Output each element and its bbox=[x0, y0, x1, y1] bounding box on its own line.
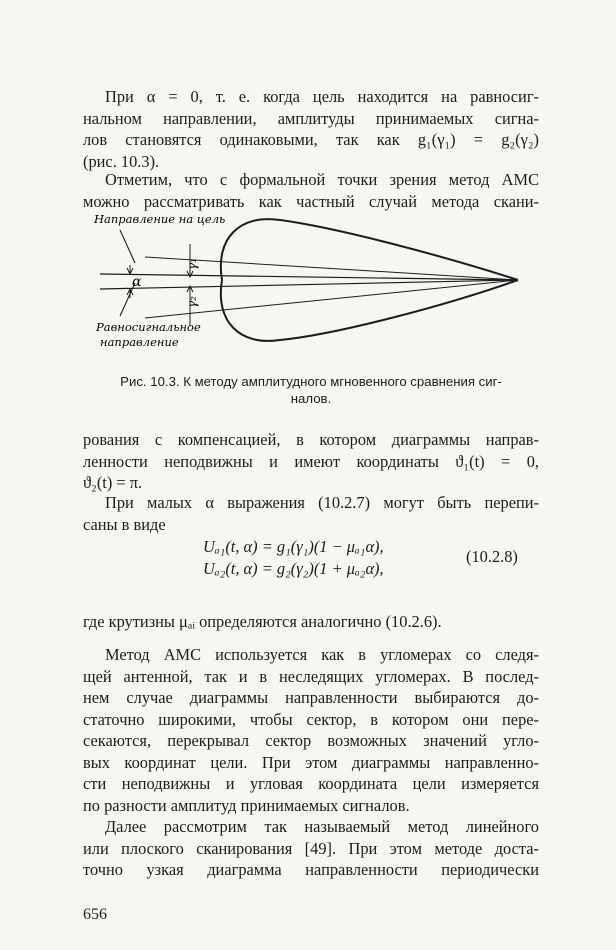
text-line: саны в виде bbox=[83, 514, 166, 534]
target-direction-line bbox=[100, 274, 518, 280]
text-line: Далее рассмотрим так называемый метод линейного bbox=[105, 817, 539, 836]
lobe-1-axis bbox=[145, 257, 518, 280]
alpha-symbol: α bbox=[132, 274, 142, 290]
paragraph-4 bbox=[83, 492, 539, 535]
text-line: лов становятся одинаковыми, так как g₁(γ₁) = g₂(γ₂) bbox=[83, 130, 539, 149]
text-line: рования с компенсацией, в котором диаграммы направ- bbox=[83, 430, 539, 449]
text-line: Отметим, что с формальной точки зрения метод АМС bbox=[105, 170, 539, 189]
equation-number: (10.2.8) bbox=[466, 547, 518, 566]
paragraph-1 bbox=[83, 86, 539, 172]
text-line: где крутизны μₐᵢ определяются аналогично (10.2.6). bbox=[83, 612, 442, 631]
text-line: точно узкая диаграмма направленности периодически bbox=[83, 860, 539, 879]
text-line: При малых α выражения (10.2.7) могут быть перепи- bbox=[105, 493, 539, 512]
text-line: Метод АМС используется как в угломерах со следя- bbox=[105, 645, 539, 664]
paragraph-3 bbox=[83, 429, 539, 494]
text-line: щей антенной, так и в неследящих угломерах. В послед- bbox=[83, 666, 539, 686]
gamma-2-symbol: γ₂ bbox=[185, 296, 199, 308]
caption-line: налов. bbox=[290, 391, 332, 406]
figure-caption bbox=[83, 373, 539, 407]
text-line: ленности неподвижны и имеют координаты ϑ₁(t) = 0, bbox=[83, 451, 539, 471]
equation-10-2-8 bbox=[203, 536, 384, 580]
lower-lobe bbox=[221, 280, 518, 341]
text-line: (рис. 10.3). bbox=[83, 151, 160, 171]
equation-line-2: Uₐ₂(t, α) = g₂(γ₂)(1 + μₐ₂α), bbox=[203, 559, 384, 578]
page-number: 656 bbox=[83, 906, 107, 923]
text-line: нем случае диаграммы направленности выбираются до- bbox=[83, 688, 539, 707]
text-line: При α = 0, т. е. когда цель находится на равносиг- bbox=[105, 87, 539, 106]
target-leader-line bbox=[120, 230, 135, 263]
paragraph-2 bbox=[83, 169, 539, 212]
paragraph-5 bbox=[83, 611, 539, 633]
label-equisignal-line2: направление bbox=[100, 335, 179, 349]
label-target-direction: Направление на цель bbox=[94, 212, 226, 226]
text-line: секаются, перекрывал сектор возможных значений угло- bbox=[83, 731, 539, 750]
paragraph-7 bbox=[83, 816, 539, 881]
caption-line: Рис. 10.3. К методу амплитудного мгновенного сравнения сиг- bbox=[120, 374, 502, 389]
equisignal-direction-line bbox=[100, 280, 518, 289]
text-line: по разности амплитуд принимаемых сигналов. bbox=[83, 795, 410, 815]
text-line: вых координат цели. При этом диаграммы направленно- bbox=[83, 752, 539, 772]
text-line: можно рассматривать как частный случай метода скани- bbox=[83, 191, 539, 211]
text-line: ϑ₂(t) = π. bbox=[83, 473, 143, 492]
label-equisignal-line1: Равносигнальное bbox=[96, 320, 201, 334]
text-line: нальном направлении, амплитуды принимаемых сигна- bbox=[83, 108, 539, 128]
text-line: сти неподвижны и угловая координата цели измеряется bbox=[83, 774, 539, 793]
text-line: или плоского сканирования [49]. При этом методе доста- bbox=[83, 838, 539, 858]
gamma-1-symbol: γ₁ bbox=[185, 258, 199, 270]
figure-10-3-diagram bbox=[90, 208, 530, 356]
equation-line-1: Uₐ₁(t, α) = g₁(γ₁)(1 − μₐ₁α), bbox=[203, 537, 384, 556]
paragraph-6 bbox=[83, 644, 539, 816]
text-line: статочно широкими, чтобы сектор, в котором они пере- bbox=[83, 709, 539, 729]
